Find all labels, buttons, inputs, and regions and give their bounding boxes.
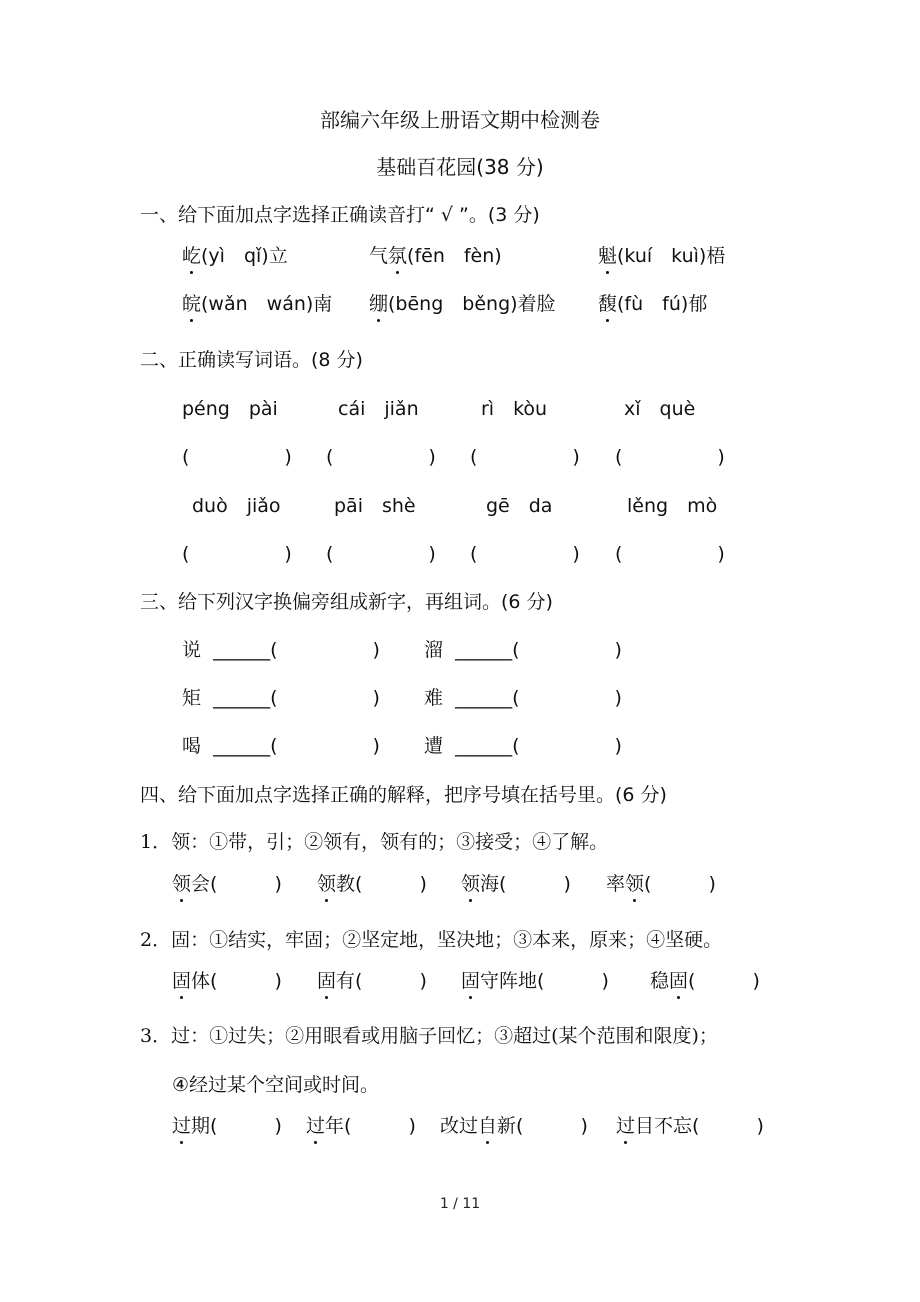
q4-item-1-label: 1．领：①带，引；②领有，领有的；③接受；④了解。 [140, 831, 609, 853]
pinyin: lěng mò [627, 495, 718, 517]
q4-word: 稳固( ) [650, 966, 760, 993]
pinyin: xǐ què [624, 398, 696, 420]
q4-word: 过期( ) [172, 1111, 282, 1138]
question-1-heading: 一、给下面加点字选择正确读音打“ √ ”。(3 分) [140, 204, 540, 226]
answer-blank[interactable]: ( ) [615, 446, 725, 468]
q3-item: 难 ______( ) [424, 687, 622, 709]
question-3-heading: 三、给下列汉字换偏旁组成新字，再组词。(6 分) [140, 591, 553, 613]
answer-blank[interactable]: ______( ) [455, 639, 622, 661]
answer-blank[interactable]: ( ) [499, 873, 571, 895]
q4-word: 率领( ) [606, 869, 716, 896]
answer-blank[interactable]: ( ) [516, 1115, 588, 1137]
answer-blank[interactable]: ( ) [644, 873, 716, 895]
answer-blank[interactable]: ______( ) [455, 687, 622, 709]
q4-word: 过年( ) [306, 1111, 416, 1138]
pinyin: gē da [486, 495, 553, 517]
answer-blank[interactable]: ( ) [688, 970, 760, 992]
section-subtitle: 基础百花园(38 分) [376, 155, 544, 179]
answer-blank[interactable]: ( ) [344, 1115, 416, 1137]
q3-item: 说 ______( ) [182, 639, 380, 661]
pinyin: pāi shè [334, 495, 416, 517]
answer-blank[interactable]: ( ) [210, 873, 282, 895]
answer-blank[interactable]: ______( ) [455, 735, 622, 757]
answer-blank[interactable]: ( ) [537, 970, 609, 992]
pinyin: duò jiǎo [192, 495, 281, 517]
answer-blank[interactable]: ( ) [182, 543, 292, 565]
q4-item-2-label: 2．固：①结实，牢固；②坚定地，坚决地；③本来，原来；④坚硬。 [140, 929, 723, 951]
q4-item-3-label-cont: ④经过某个空间或时间。 [172, 1074, 380, 1096]
answer-blank[interactable]: ( ) [355, 873, 427, 895]
pinyin: rì kòu [481, 398, 548, 420]
answer-blank[interactable]: ______( ) [213, 639, 380, 661]
q4-word: 固体( ) [172, 966, 282, 993]
answer-blank[interactable]: ( ) [615, 543, 725, 565]
question-4-heading: 四、给下面加点字选择正确的解释，把序号填在括号里。(6 分) [140, 784, 667, 806]
answer-blank[interactable]: ( ) [692, 1115, 764, 1137]
question-2-heading: 二、正确读写词语。(8 分) [140, 349, 363, 371]
answer-blank[interactable]: ( ) [326, 543, 436, 565]
q4-word: 固守阵地( ) [461, 966, 609, 993]
q1-item: 绷(bēng běng)着脸 [369, 289, 556, 316]
pinyin: cái jiǎn [338, 398, 419, 420]
q3-item: 溜 ______( ) [424, 639, 622, 661]
q4-word: 过目不忘( ) [616, 1111, 764, 1138]
answer-blank[interactable]: ( ) [470, 543, 580, 565]
q1-item: 皖(wǎn wán)南 [182, 289, 332, 316]
answer-blank[interactable]: ( ) [210, 970, 282, 992]
pinyin: péng pài [182, 398, 278, 420]
answer-blank[interactable]: ______( ) [213, 687, 380, 709]
q1-item: 气氛(fēn fèn) [369, 241, 502, 268]
q1-item: 馥(fù fú)郁 [598, 289, 707, 316]
q4-word: 领教( ) [317, 869, 427, 896]
q4-word: 固有( ) [317, 966, 427, 993]
q4-word: 改过自新( ) [440, 1111, 588, 1138]
q4-item-3-label: 3．过：①过失；②用眼看或用脑子回忆；③超过(某个范围和限度)； [140, 1025, 718, 1047]
page-title: 部编六年级上册语文期中检测卷 [320, 108, 600, 132]
q3-item: 遭 ______( ) [424, 735, 622, 757]
answer-blank[interactable]: ( ) [355, 970, 427, 992]
page-number: 1 / 11 [439, 1196, 481, 1212]
q4-word: 领海( ) [461, 869, 571, 896]
q1-item: 屹(yì qǐ)立 [182, 241, 288, 268]
answer-blank[interactable]: ( ) [326, 446, 436, 468]
q3-item: 喝 ______( ) [182, 735, 380, 757]
answer-blank[interactable]: ( ) [210, 1115, 282, 1137]
answer-blank[interactable]: ______( ) [213, 735, 380, 757]
q3-item: 矩 ______( ) [182, 687, 380, 709]
answer-blank[interactable]: ( ) [182, 446, 292, 468]
answer-blank[interactable]: ( ) [470, 446, 580, 468]
q4-word: 领会( ) [172, 869, 282, 896]
q1-item: 魁(kuí kuì)梧 [598, 241, 725, 268]
